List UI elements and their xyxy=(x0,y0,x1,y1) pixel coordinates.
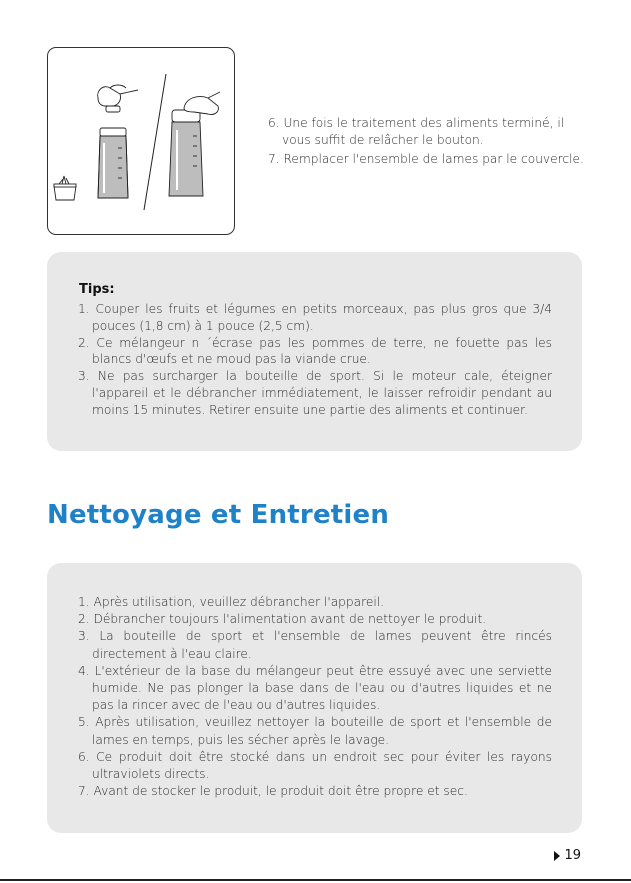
blender-lid-replacement-illustration xyxy=(48,48,236,236)
section-title: Nettoyage et Entretien xyxy=(47,500,390,530)
illustration-frame xyxy=(47,47,235,235)
hand-on-lid-figure xyxy=(184,92,220,115)
cleaning-item-1: 1. Après utilisation, veuillez débrancher l'appareil. xyxy=(78,595,384,609)
tips-list xyxy=(78,301,552,419)
divider-line xyxy=(144,74,166,210)
tips-title: Tips: xyxy=(79,282,115,297)
bottom-rule xyxy=(0,879,631,881)
cleaning-item-7: 7. Avant de stocker le produit, le produit doit être propre et sec. xyxy=(78,784,468,799)
blade-assembly-figure xyxy=(54,176,76,200)
tip-item-2: 2. Ce mélangeur n ´écrase pas les pommes de terre, ne fouette pas les blancs d'œufs et ne moud pas la viande crue. xyxy=(78,335,552,367)
cleaning-box xyxy=(47,563,582,833)
cleaning-list xyxy=(78,594,552,800)
tips-box xyxy=(47,252,582,451)
cleaning-item-6: 6. Ce produit doit être stocké dans un endroit sec pour éviter les rayons ultraviolets directs. xyxy=(78,749,552,782)
left-bottle-figure xyxy=(98,128,128,198)
right-bottle-figure xyxy=(169,110,203,196)
cleaning-item-3: 3. La bouteille de sport et l'ensemble de lames peuvent être rincés directement à l'eau claire. xyxy=(78,629,552,661)
cleaning-item-4: 4. L'extérieur de la base du mélangeur peut être essuyé avec une serviette humide. Ne pas plonger la base dans de l'eau ou d'autres liquides et ne pas la rincer avec de l'eau ou d'autres liquides. xyxy=(78,663,552,713)
cleaning-item-2: 2. Débrancher toujours l'alimentation avant de nettoyer le produit. xyxy=(78,612,487,627)
top-steps-list xyxy=(268,115,588,170)
page-number: 19 xyxy=(564,848,581,863)
hand-with-lid-figure xyxy=(98,85,138,112)
tip-item-3: 3. Ne pas surcharger la bouteille de sport. Si le moteur cale, éteigner l'appareil et le débrancher immédiatement, le laisser refroidir pendant au moins 15 minutes. Retirer ensuite une partie des aliments et continuer. xyxy=(78,369,552,417)
step-6: 6. Une fois le traitement des aliments terminé, il vous suffit de relâcher le bouton. xyxy=(268,116,565,147)
tip-item-1: 1. Couper les fruits et légumes en petits morceaux, pas plus gros que 3/4 pouces (1,8 cm) à 1 pouce (2,5 cm). xyxy=(78,302,552,333)
cleaning-item-5: 5. Après utilisation, veuillez nettoyer la bouteille de sport et l'ensemble de lames en temps, puis les sécher après le lavage. xyxy=(78,715,552,747)
page-footer xyxy=(554,848,581,863)
step-7: 7. Remplacer l'ensemble de lames par le couvercle. xyxy=(268,152,584,166)
triangle-right-icon xyxy=(554,851,560,861)
